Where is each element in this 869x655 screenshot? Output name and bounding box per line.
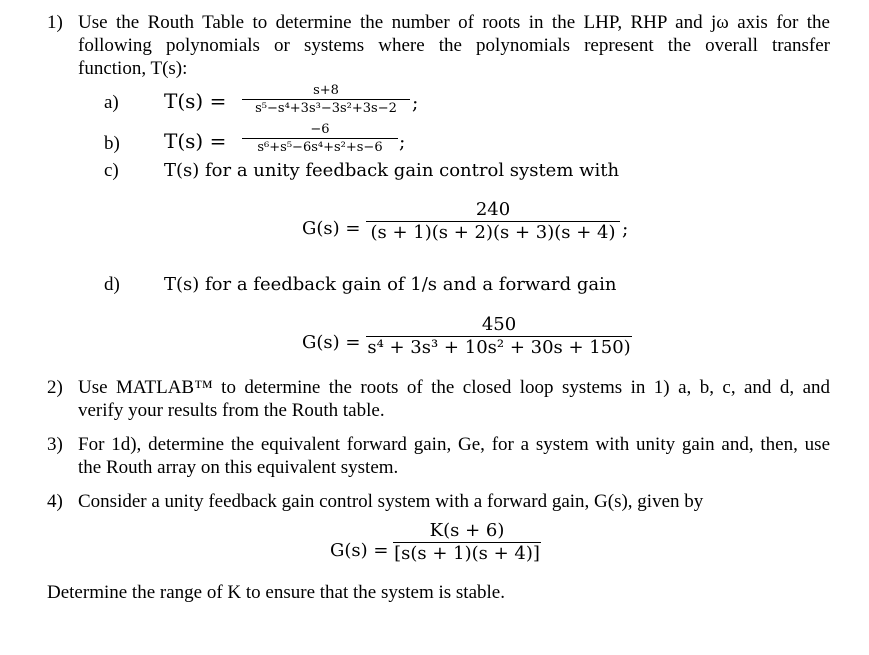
q2-line1: Use MATLAB™ to determine the roots of the closed loop systems in 1) a, b, c, and d, and [78,377,830,398]
q1b-fraction-bar [242,138,398,139]
q1b-lhs: T(s) = [164,129,227,153]
q2-line2: verify your results from the Routh table. [78,400,385,421]
q1-line1: Use the Routh Table to determine the number of roots in the LHP, RHP and jω axis for the [78,12,830,33]
q1a-trail: ; [412,92,419,114]
q1b-label: b) [104,133,120,154]
q3-line1: For 1d), determine the equivalent forward gain, Ge, for a system with unity gain and, then, use [78,434,830,455]
q1c-numerator: 240 [475,199,511,220]
q1a-label: a) [104,92,119,113]
q1-line3: function, T(s): [78,58,188,79]
q1a-fraction [242,84,410,115]
q4-fraction [393,522,541,564]
q1b-fraction [242,123,398,154]
q2-number: 2) [47,377,63,398]
q1d-numerator: 450 [481,314,517,335]
q1c-text: T(s) for a unity feedback gain control system with [164,160,620,181]
q1d-lhs: G(s) = [302,332,361,353]
q1b-trail: ; [399,131,406,153]
q1c-fraction [366,201,620,243]
q1c-label: c) [104,160,119,181]
q1-number: 1) [47,12,63,33]
q1c-lhs: G(s) = [302,218,361,239]
q4-number: 4) [47,491,63,512]
q1d-fraction [366,316,632,358]
q3-number: 3) [47,434,63,455]
q1a-numerator: s+8 [313,83,339,98]
q4-line1: Consider a unity feedback gain control system with a forward gain, G(s), given by [78,491,704,512]
q4-denominator: [s(s + 1)(s + 4)] [394,542,540,564]
q1a-fraction-bar [242,99,410,100]
q3-line2: the Routh array on this equivalent system. [78,457,399,478]
q1a-denominator: s⁵−s⁴+3s³−3s²+3s−2 [255,100,397,116]
q1d-text: T(s) for a feedback gain of 1/s and a forward gain [164,274,617,295]
q1b-numerator: −6 [310,122,330,137]
q1d-denominator: s⁴ + 3s³ + 10s² + 30s + 150) [367,336,631,358]
q1d-label: d) [104,274,120,295]
q1b-denominator: s⁶+s⁵−6s⁴+s²+s−6 [257,139,383,155]
q1a-lhs: T(s) = [164,89,227,113]
q4-final: Determine the range of K to ensure that the system is stable. [47,582,505,603]
q1c-denominator: (s + 1)(s + 2)(s + 3)(s + 4) [370,221,616,243]
q1c-trail: ; [622,218,629,240]
q4-numerator: K(s + 6) [429,520,505,541]
q4-lhs: G(s) = [330,540,389,561]
q1-line2: following polynomials or systems where the polynomials represent the overall transfer [78,35,830,56]
